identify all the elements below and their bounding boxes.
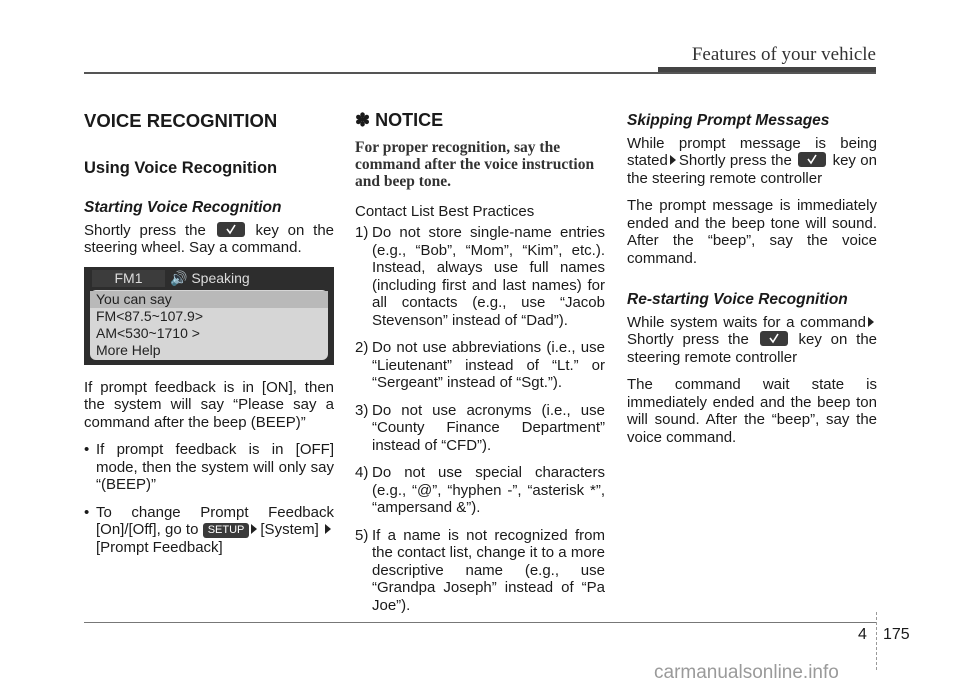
talk-key-icon: [760, 331, 788, 346]
skip-text: While prompt message is being stated: [627, 134, 877, 169]
watermark: carmanualsonline.info: [654, 662, 839, 683]
column-1: [84, 108, 334, 566]
restart-paragraph-1: [627, 314, 877, 367]
bullet-text: [System]: [260, 521, 319, 538]
restart-text: key on the steering remote controller: [627, 331, 878, 366]
screen-line-1: You can say: [90, 291, 328, 308]
list-item: [355, 224, 605, 329]
starting-paragraph: [84, 222, 334, 257]
list-item: [355, 339, 605, 392]
talk-key-icon: [798, 152, 826, 167]
best-practices-list: [355, 224, 605, 614]
setup-key: SETUP: [203, 523, 250, 538]
list-number: 2): [355, 339, 369, 356]
footer-rule: [84, 622, 876, 623]
arrow-right-icon: [325, 524, 331, 534]
chapter-number: 4: [858, 626, 867, 643]
list-number: 4): [355, 464, 369, 481]
bullet-item: • If prompt feedback is in [OFF] mode, then the system will only say “(BEEP)”: [84, 441, 334, 494]
notice-title: ✽ NOTICE: [355, 110, 444, 130]
skip-text: key on the steering remote controller: [627, 152, 877, 187]
screen-line-4: More Help: [96, 341, 161, 358]
screen-tab-fm1: FM1: [92, 270, 165, 287]
bullet-text: To change Prompt Feedback [On]/[Off], go to: [96, 503, 334, 538]
screen-line-3: AM<530~1710 >: [96, 324, 200, 341]
page-number: 175: [883, 626, 910, 643]
page-header-title: Features of your vehicle: [691, 44, 876, 65]
arrow-right-icon: [251, 524, 257, 534]
list-item: [355, 402, 605, 455]
speaker-icon: 🔊: [170, 269, 188, 286]
list-text: Do not use abbreviations (i.e., use “Lieutenant” instead of “Lt.” or “Sergeant” instead of “Sgt.”).: [372, 339, 605, 391]
list-item: [355, 527, 605, 615]
list-text: If a name is not recognized from the contact list, change it to a more descriptive name (e.g., use “Grandpa Joseph” instead of “Pa Joe”).: [372, 526, 605, 614]
list-text: Do not use special characters (e.g., “@”, “hyphen -”, “asterisk *”, “ampersand &”).: [372, 464, 605, 516]
arrow-right-icon: [868, 317, 874, 327]
footer-divider: [876, 612, 877, 670]
list-number: 1): [355, 224, 369, 241]
screen-status: [170, 270, 328, 287]
screen-status-text: Speaking: [191, 269, 250, 286]
skip-paragraph-1: [627, 135, 877, 188]
list-text: Do not use acronyms (i.e., use “County Finance Department” instead of “CFD”).: [372, 401, 605, 454]
section-heading: VOICE RECOGNITION: [84, 110, 278, 131]
skip-title: Skipping Prompt Messages: [627, 112, 830, 129]
restart-title: Re-starting Voice Recognition: [627, 291, 848, 308]
column-3: [627, 108, 877, 456]
starting-title: Starting Voice Recognition: [84, 199, 282, 216]
list-number: 3): [355, 401, 369, 419]
column-2: [355, 108, 605, 624]
bullet-item: [84, 504, 334, 557]
display-screenshot: [84, 267, 334, 365]
starting-text-pre: Shortly press the: [84, 221, 206, 239]
list-number: 5): [355, 526, 369, 544]
skip-text: Shortly press the: [678, 152, 792, 169]
feedback-paragraph: If prompt feedback is in [ON], then the system will say “Please say a command after the beep (BEEP)”: [84, 378, 334, 431]
subsection-heading: Using Voice Recognition: [84, 158, 278, 177]
restart-text: Shortly press the: [627, 331, 749, 348]
bullet-text: [Prompt Feedback]: [96, 538, 223, 556]
screen-line-2: FM<87.5~107.9>: [96, 307, 204, 324]
notice-body: For proper recognition, say the command after the voice instruction and beep tone.: [355, 138, 595, 190]
list-item: [355, 464, 605, 517]
skip-paragraph-2: The prompt message is immediately ended and the beep tone will sound. After the “beep”, say the voice command.: [627, 197, 877, 267]
starting-text-post: key on the steering wheel. Say a command.: [84, 221, 335, 256]
list-text: Do not store single-name entries (e.g., “Bob”, “Mom”, “Kim”, etc.). Instead, always use full names (including first and last names) for all contacts (e.g., use “Jacob Stevenson” instead of “Dad”).: [372, 224, 605, 329]
restart-text: While system waits for a command: [627, 313, 866, 331]
talk-key-icon: [217, 222, 245, 237]
header-rule: [84, 72, 876, 74]
restart-paragraph-2: The command wait state is immediately ended and the beep ton will sound. After the “beep”, say the voice command.: [627, 376, 877, 446]
list-title: Contact List Best Practices: [355, 202, 535, 220]
arrow-right-icon: [670, 155, 676, 165]
